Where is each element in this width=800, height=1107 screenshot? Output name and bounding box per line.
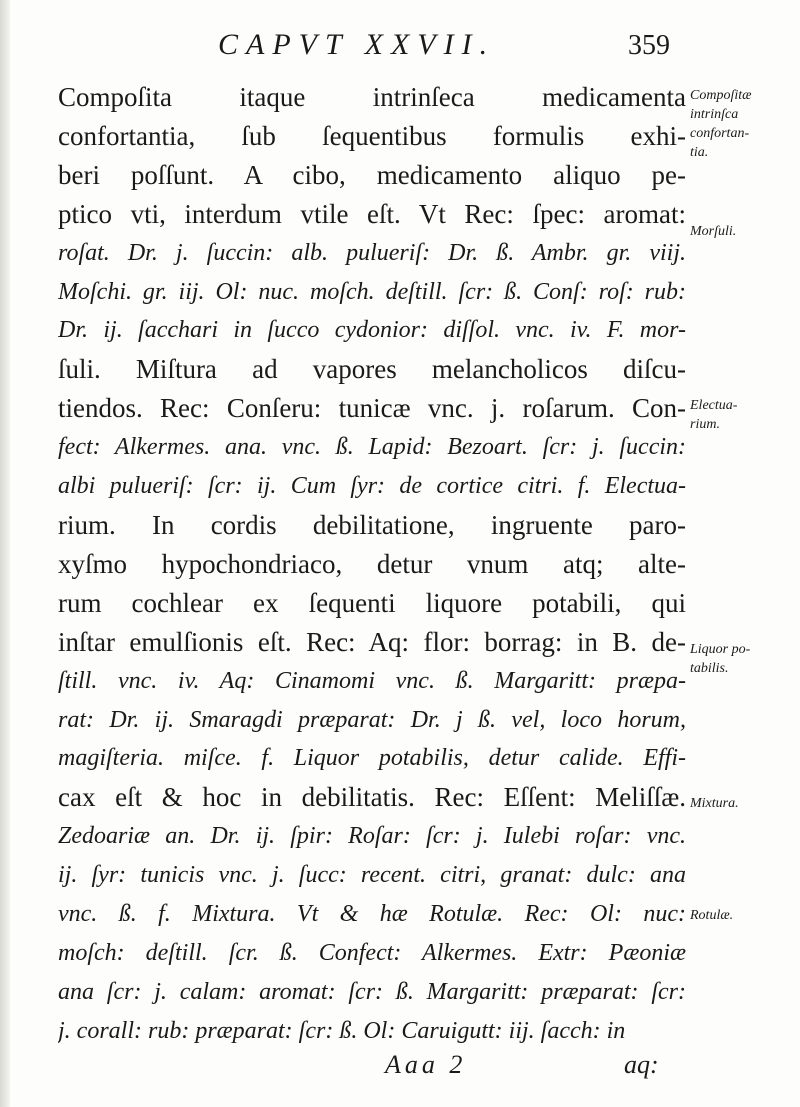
- text-line: Moſchi. gr. iij. Ol: nuc. moſch. deſtill. ſcr: ß. Conſ: roſ: rub:: [58, 278, 686, 305]
- text-line: Compoſita itaque intrinſeca medicamenta: [58, 82, 686, 112]
- text-line: roſat. Dr. j. ſuccin: alb. pulueriſ: Dr. ß. Ambr. gr. viij.: [58, 239, 686, 266]
- margin-note-line: confortan-: [690, 126, 750, 141]
- page-number: 359: [628, 30, 670, 61]
- margin-note-line: Rotulæ.: [690, 908, 734, 923]
- margin-note-line: Compoſitæ: [690, 88, 752, 103]
- margin-note-line: rium.: [690, 417, 720, 432]
- text-line: ptico vti, interdum vtile eſt. Vt Rec: ſpec: aromat:: [58, 198, 686, 229]
- text-line: cax eſt & hoc in debilitatis. Rec: Eſſent: Meliſſæ.: [58, 782, 686, 813]
- margin-note-line: tabilis.: [690, 661, 729, 676]
- margin-note-line: Liquor po-: [690, 642, 751, 657]
- text-line: fect: Alkermes. ana. vnc. ß. Lapid: Bezoart. ſcr: j. ſuccin:: [58, 434, 686, 461]
- margin-notes: [690, 0, 800, 1107]
- text-line: magiſteria. miſce. f. Liquor potabilis, detur calide. Effi-: [58, 745, 686, 772]
- text-line: j. corall: rub: præparat: ſcr: ß. Ol: Caruigutt: iij. ſacch: in: [58, 1017, 626, 1044]
- margin-note: [690, 222, 796, 241]
- margin-note-line: tia.: [690, 145, 709, 160]
- margin-note: [690, 396, 796, 434]
- text-line: Dr. ij. ſacchari in ſucco cydonior: diſſol. vnc. iv. F. mor-: [58, 317, 686, 344]
- text-line: confortantia, ſub ſequentibus formulis exhi-: [58, 120, 686, 151]
- text-line: Zedoariæ an. Dr. ij. ſpir: Roſar: ſcr: j. Iulebi roſar: vnc.: [58, 823, 686, 850]
- text-line: rium. In cordis debilitatione, ingruente paro-: [58, 509, 686, 540]
- signature-mark: Aaa 2: [385, 1050, 467, 1079]
- text-line: moſch: deſtill. ſcr. ß. Confect: Alkermes. Extr: Pæoniæ: [58, 939, 686, 966]
- text-line: inſtar emulſionis eſt. Rec: Aq: flor: borrag: in B. de-: [58, 626, 686, 657]
- text-line: albi pulueriſ: ſcr: ij. Cum ſyr: de cortice citri. f. Electua-: [58, 473, 686, 500]
- text-line: tiendos. Rec: Conſeru: tunicæ vnc. j. roſarum. Con-: [58, 393, 686, 424]
- margin-note-line: Electua-: [690, 398, 738, 413]
- margin-note-line: intrinſca: [690, 107, 739, 122]
- text-line: rat: Dr. ij. Smaragdi præparat: Dr. j ß. vel, loco horum,: [58, 706, 686, 733]
- text-line: rum cochlear ex ſequenti liquore potabili, qui: [58, 587, 686, 618]
- text-line: ſuli. Miſtura ad vapores melancholicos diſcu-: [58, 354, 686, 385]
- running-head: CAPVT XXVII.: [218, 28, 496, 61]
- text-line: ij. ſyr: tunicis vnc. j. ſucc: recent. citri, granat: dulc: ana: [58, 862, 686, 889]
- page-header: [0, 28, 800, 68]
- catchword: aq:: [624, 1050, 659, 1079]
- margin-note: [690, 906, 796, 925]
- margin-note: [690, 794, 796, 813]
- text-line: ſtill. vnc. iv. Aq: Cinamomi vnc. ß. Margaritt: præpa-: [58, 667, 686, 694]
- page-footer: [0, 1050, 800, 1090]
- margin-note: [690, 640, 796, 678]
- margin-note: [690, 86, 796, 162]
- text-line: ana ſcr: j. calam: aromat: ſcr: ß. Margaritt: præparat: ſcr:: [58, 978, 686, 1005]
- body-text: [58, 78, 686, 1051]
- text-line: beri poſſunt. A cibo, medicamento aliquo pe-: [58, 159, 686, 190]
- margin-note-line: Mixtura.: [690, 796, 739, 811]
- text-line: xyſmo hypochondriaco, detur vnum atq; alte-: [58, 548, 686, 579]
- margin-note-line: Morſuli.: [690, 224, 737, 239]
- text-line: vnc. ß. f. Mixtura. Vt & hæ Rotulæ. Rec: Ol: nuc:: [58, 901, 686, 928]
